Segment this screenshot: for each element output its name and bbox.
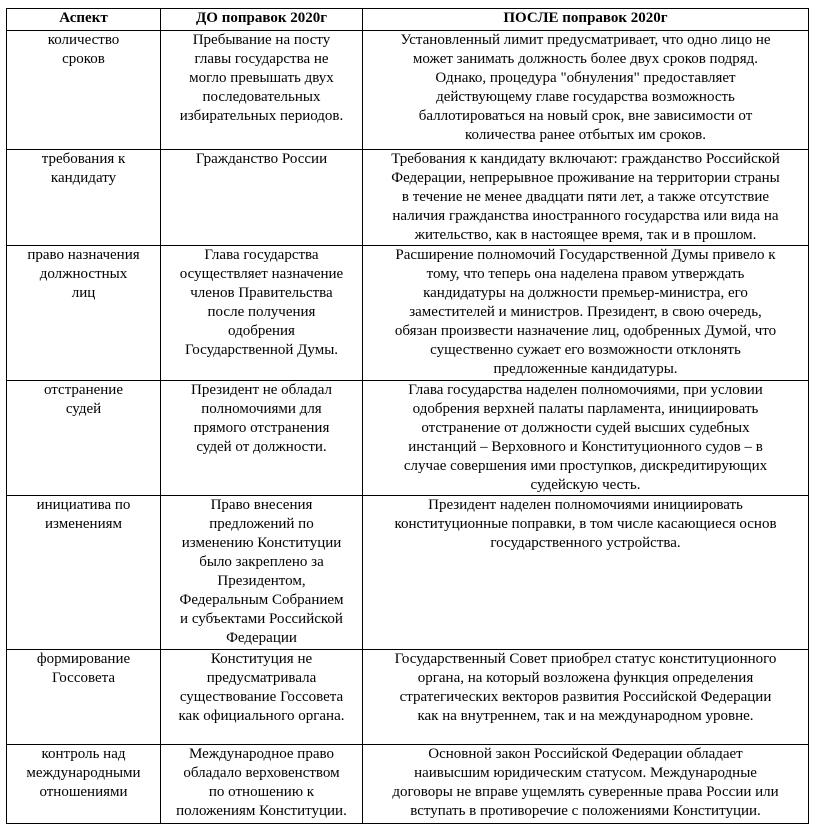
after-cell: Президент наделен полномочиями инициировать конституционные поправки, в том числе касающиеся основ государственного устройства.	[363, 496, 809, 650]
after-cell: Установленный лимит предусматривает, что одно лицо не может занимать должность более двух сроков подряд. Однако, процедура "обнуления" предоставляет действующему главе государства возможность баллотироваться на новый срок, вне зависимости от количества ранее отбытых им сроков.	[363, 31, 809, 150]
before-cell: Глава государства осуществляет назначение членов Правительства после получения одобрения Государственной Думы.	[161, 246, 363, 381]
header-after: ПОСЛЕ поправок 2020г	[363, 9, 809, 31]
before-cell: Пребывание на посту главы государства не могло превышать двух последовательных избирательных периодов.	[161, 31, 363, 150]
table-row	[7, 246, 809, 381]
before-cell: Президент не обладал полномочиями для прямого отстранения судей от должности.	[161, 381, 363, 496]
aspect-cell: контроль над международными отношениями	[7, 745, 161, 824]
header-aspect: Аспект	[7, 9, 161, 31]
aspect-cell: количество сроков	[7, 31, 161, 150]
after-cell: Расширение полномочий Государственной Думы привело к тому, что теперь она наделена правом утверждать кандидатуры на должности премьер-министра, его заместителей и министров. Президент, в свою очередь, обязан произвести назначение лиц, одобренных Думой, что существенно сужает его возможности отклонять предложенные кандидатуры.	[363, 246, 809, 381]
after-cell: Требования к кандидату включают: гражданство Российской Федерации, непрерывное проживание на территории страны в течение не менее двадцати пяти лет, а также отсутствие наличия гражданства иностранного государства или вида на жительство, как в настоящее время, так и в прошлом.	[363, 150, 809, 246]
after-cell: Глава государства наделен полномочиями, при условии одобрения верхней палаты парламента, инициировать отстранение от должности судей высших судебных инстанций – Верховного и Конституционного судов – в случае совершения ими проступков, дискредитирующих судейскую честь.	[363, 381, 809, 496]
aspect-cell: инициатива по изменениям	[7, 496, 161, 650]
table-row	[7, 381, 809, 496]
table-row	[7, 745, 809, 824]
before-cell: Право внесения предложений по изменению Конституции было закреплено за Президентом, Федеральным Собранием и субъектами Российской Федерации	[161, 496, 363, 650]
after-cell: Государственный Совет приобрел статус конституционного органа, на который возложена функция определения стратегических векторов развития Российской Федерации как на внутреннем, так и на международном уровне.	[363, 650, 809, 745]
before-cell: Международное право обладало верховенством по отношению к положениям Конституции.	[161, 745, 363, 824]
table-row	[7, 496, 809, 650]
before-cell: Конституция не предусматривала существование Госсовета как официального органа.	[161, 650, 363, 745]
header-before: ДО поправок 2020г	[161, 9, 363, 31]
after-cell: Основной закон Российской Федерации обладает наивысшим юридическим статусом. Международные договоры не вправе ущемлять суверенные права России или вступать в противоречие с положениями Конституции.	[363, 745, 809, 824]
table-header-row	[7, 9, 809, 31]
aspect-cell: требования к кандидату	[7, 150, 161, 246]
table-row	[7, 31, 809, 150]
before-cell: Гражданство России	[161, 150, 363, 246]
comparison-table	[6, 8, 809, 824]
table-row	[7, 650, 809, 745]
table-row	[7, 150, 809, 246]
aspect-cell: формирование Госсовета	[7, 650, 161, 745]
aspect-cell: отстранение судей	[7, 381, 161, 496]
aspect-cell: право назначения должностных лиц	[7, 246, 161, 381]
